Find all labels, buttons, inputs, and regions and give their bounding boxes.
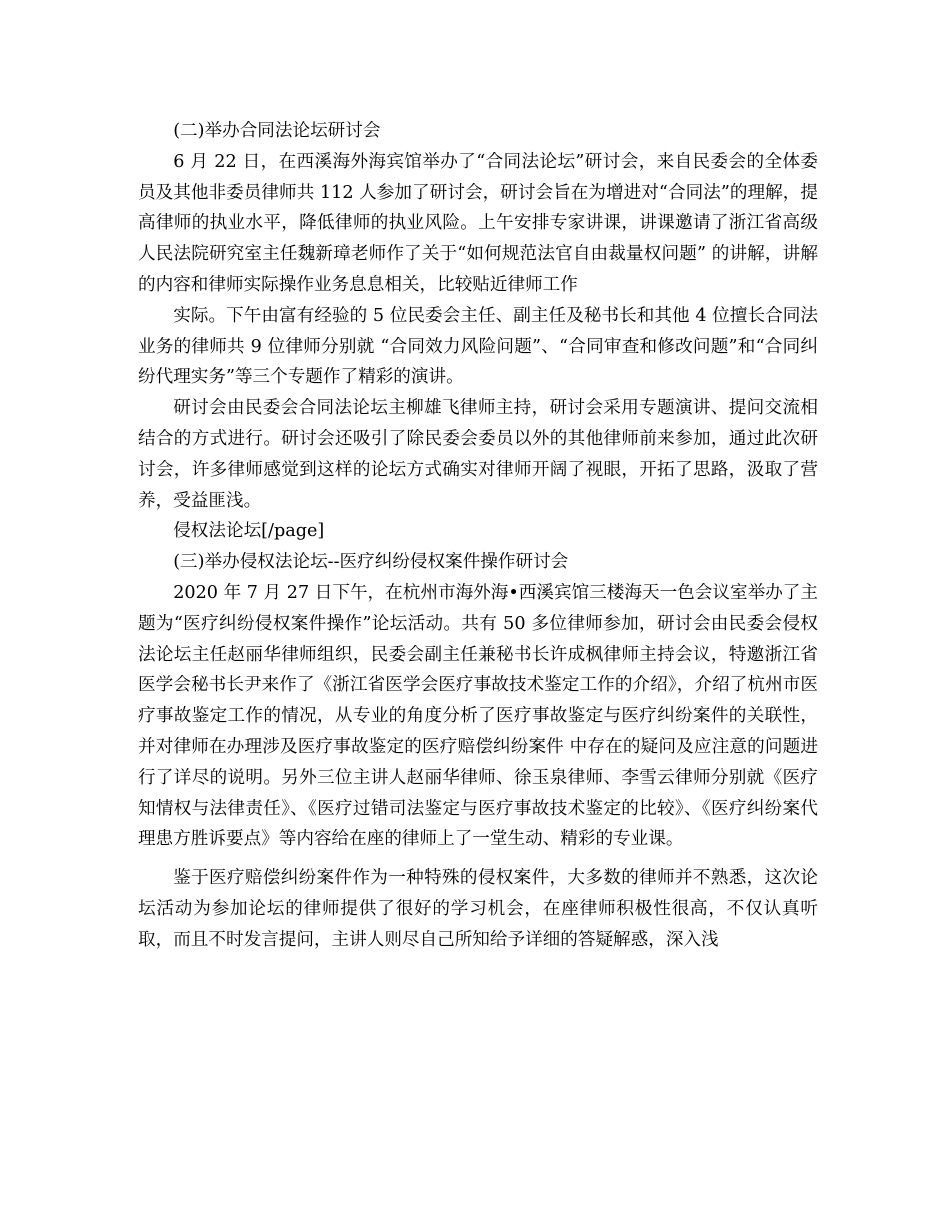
paragraph-medical-dispute-seminar: 2020 年 7 月 27 日下午，在杭州市海外海•西溪宾馆三楼海天一色会议室举办了主题为“医疗纠纷侵权案件操作”论坛活动。共有 50 多位律师参加，研讨会由民委会侵权法论坛主任赵丽华律师组织，民委会副主任兼秘书长许成枫律师主持会议，特邀浙江省医学会秘书长尹来作了《浙江省医学会医疗事故技术鉴定工作的介绍》，介绍了杭州市医疗事故鉴定工作的情况，从专业的角度分析了医疗事故鉴定与医疗纠纷案件的关联性，并对律师在办理涉及医疗事故鉴定的医疗赔偿纠纷案件 中存在的疑问及应注意的问题进行了详尽的说明。另外三位主讲人赵丽华律师、徐玉泉律师、李雪云律师分别就《医疗知情权与法律责任》、《医疗过错司法鉴定与医疗事故技术鉴定的比较》、《医疗纠纷案代理患方胜诉要点》等内容给在座的律师上了一堂生动、精彩的专业课。 — [138, 582, 818, 850]
paragraph-contract-forum-intro: 6 月 22 日，在西溪海外海宾馆举办了“合同法论坛”研讨会，来自民委会的全体委员及其他非委员律师共 112 人参加了研讨会，研讨会旨在为增进对“合同法”的理解，提高律师的执业水平，降低律师的执业风险。上午安排专家讲课，讲课邀请了浙江省高级人民法院研究室主任魏新璋老师作了关于“如何规范法官自由裁量权问题” 的讲解，讲解的内容和律师实际操作业务息息相关，比较贴近律师工作 — [138, 151, 818, 295]
section-heading-tort-law-forum: (三)举办侵权法论坛--医疗纠纷侵权案件操作研讨会 — [173, 552, 569, 573]
section-heading-contract-law-forum: (二)举办合同法论坛研讨会 — [173, 121, 381, 141]
paragraph-spacer — [138, 855, 818, 863]
document-body — [138, 116, 818, 956]
tort-forum-label: 侵权法论坛[/page] — [173, 521, 325, 542]
paragraph-learning-opportunity: 鉴于医疗赔偿纠纷案件作为一种特殊的侵权案件，大多数的律师并不熟悉，这次论坛活动为参加论坛的律师提供了很好的学习机会，在座律师积极性很高，不仅认真听取，而且不时发言提问，主讲人则尽自己所知给予详细的答疑解惑，深入浅 — [138, 868, 818, 950]
paragraph-seminar-summary: 研讨会由民委会合同法论坛主柳雄飞律师主持，研讨会采用专题演讲、提问交流相结合的方式进行。研讨会还吸引了除民委会委员以外的其他律师前来参加，通过此次研讨会，许多律师感觉到这样的论坛方式确实对律师开阔了视眼，开拓了思路，汲取了营养，受益匪浅。 — [138, 398, 818, 511]
paragraph-afternoon-speeches: 实际。下午由富有经验的 5 位民委会主任、副主任及秘书长和其他 4 位擅长合同法业务的律师共 9 位律师分别就 “合同效力风险问题”、“合同审查和修改问题”和“合同纠纷代理实务”等三个专题作了精彩的演讲。 — [138, 305, 818, 388]
